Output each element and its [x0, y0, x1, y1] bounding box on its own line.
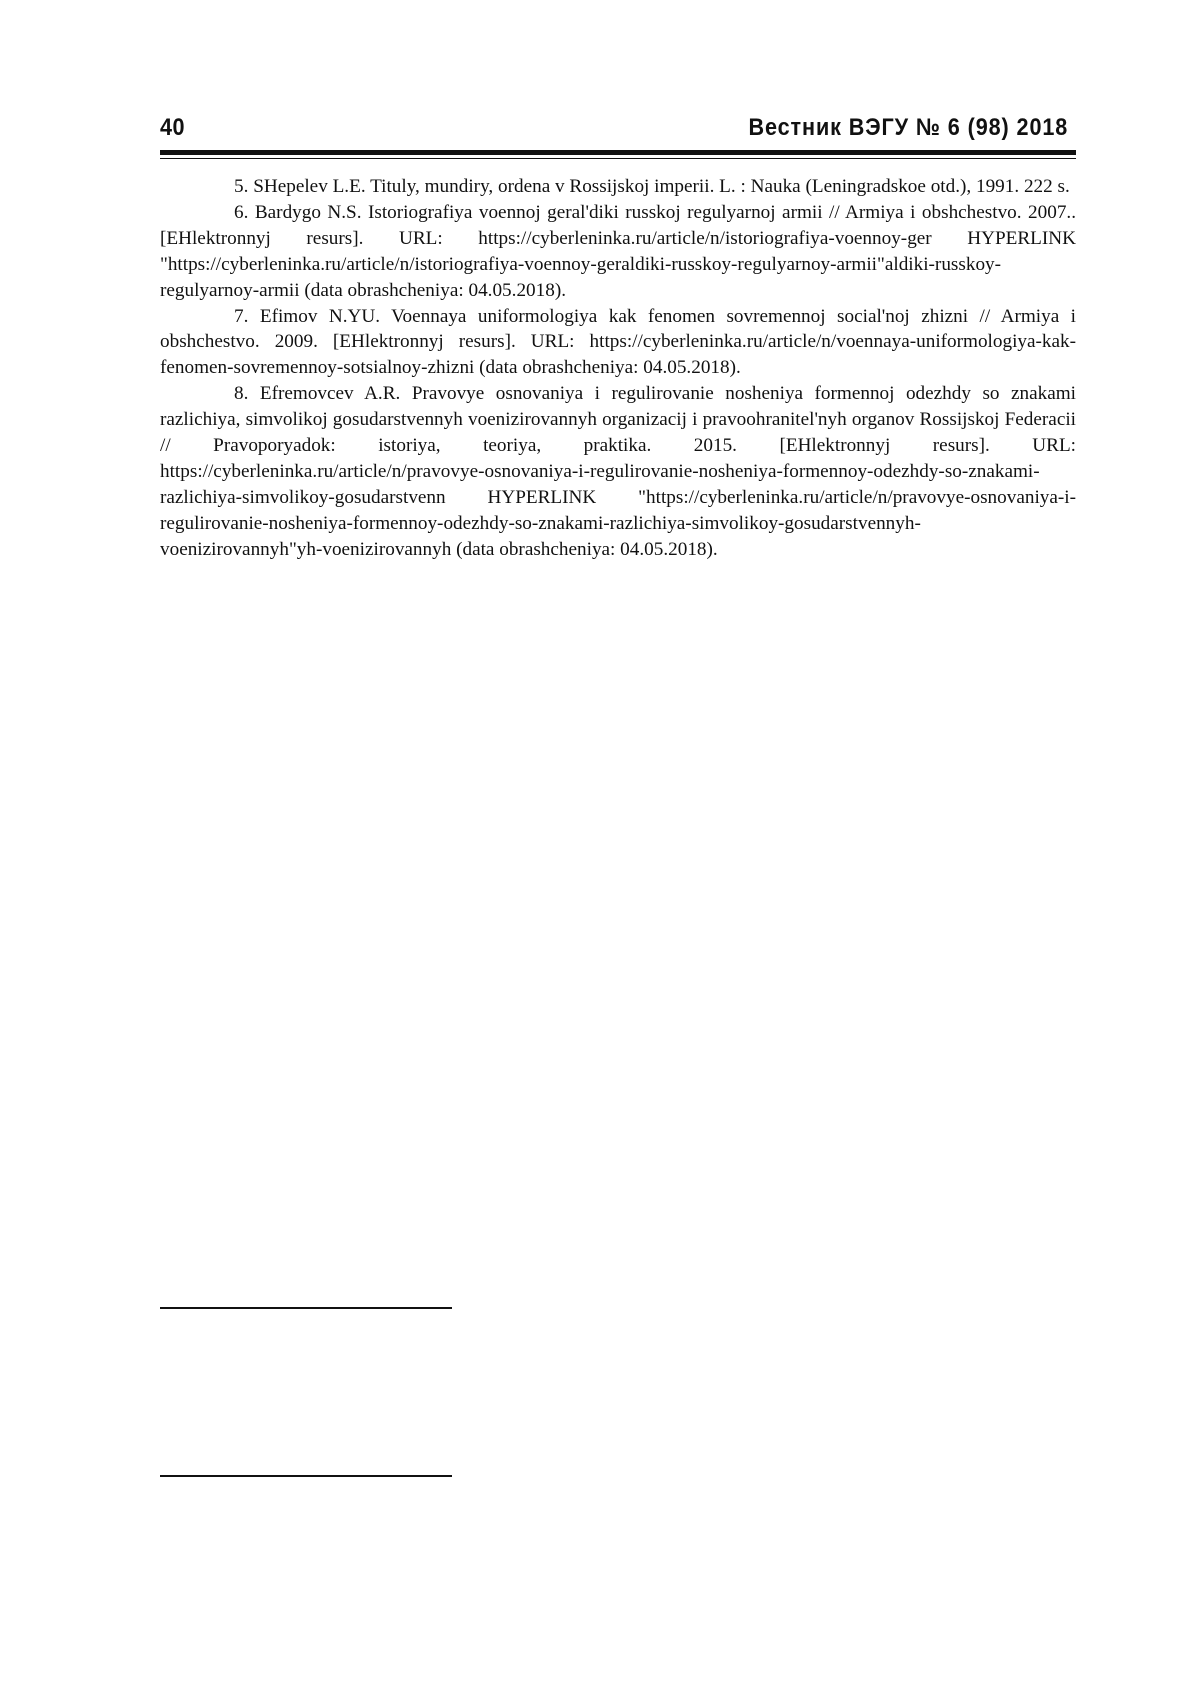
reference-number: 5. [234, 176, 249, 197]
page-header [160, 114, 1076, 144]
journal-title: Вестник ВЭГУ № 6 (98) 2018 [748, 114, 1068, 141]
reference-text: Bardygo N.S. Istoriografiya voennoj geral'diki russkoj regulyarnoj armii // Armiya i obshchestvo. 2007.. [EHlektronnyj resurs]. URL: https://cyberleninka.ru/article/n/istoriografiya-voennoy-ger HYPERLINK "https://cyberleninka.ru/article/n/istoriografiya-voennoy-geraldiki-russkoy-regulyarnoy-armii"aldiki-russkoy-regulyarnoy-armii (data obrashcheniya: 04.05.2018). [160, 201, 1077, 301]
page-number: 40 [160, 114, 185, 141]
reference-item-7 [160, 304, 1076, 382]
reference-text: Efimov N.YU. Voennaya uniformologiya kak fenomen sovremennoj social'noj zhizni // Armiya i obshchestvo. 2009. [EHlektronnyj resurs]. URL: https://cyberleninka.ru/article/n/voennaya-uniformologiya-kak-fenomen-sovremennoy-sotsialnoy-zhizni (data obrashcheniya: 04.05.2018). [160, 305, 1077, 379]
header-rule-thin [160, 158, 1076, 159]
header-rule-thick [160, 150, 1076, 155]
reference-text: SHepelev L.E. Tituly, mundiry, ordena v Rossijskoj imperii. L. : Nauka (Leningradskoe otd.), 1991. 222 s. [253, 176, 1070, 197]
reference-item-5 [160, 174, 1076, 200]
reference-item-8 [160, 381, 1076, 562]
reference-number: 7. [234, 305, 249, 327]
footnote-separator-rule [160, 1307, 452, 1309]
reference-item-6 [160, 200, 1076, 304]
reference-list [160, 174, 1076, 563]
footnote-separator-rule-2 [160, 1475, 452, 1477]
reference-text: Efremovcev A.R. Pravovye osnovaniya i regulirovanie nosheniya formennoj odezhdy so znakami razlichiya, simvolikoj gosudarstvennyh voenizirovannyh organizacij i pravoohranitel'nyh organov Rossijskoj Federacii // Pravoporyadok: istoriya, teoriya, praktika. 2015. [EHlektronnyj resurs]. URL: https://cyberleninka.ru/article/n/pravovye-osnovaniya-i-regulirovanie-nosheniya-formennoy-odezhdy-so-znakami-razlichiya-simvolikoy-gosudarstvenn HYPERLINK "https://cyberleninka.ru/article/n/pravovye-osnovaniya-i-regulirovanie-nosheniya-formennoy-odezhdy-so-znakami-razlichiya-simvolikoy-gosudarstvennyh-voenizirovannyh"yh-voenizirovannyh (data obrashcheniya: 04.05.2018). [160, 383, 1076, 560]
reference-number: 6. [234, 201, 249, 223]
reference-number: 8. [234, 383, 249, 405]
